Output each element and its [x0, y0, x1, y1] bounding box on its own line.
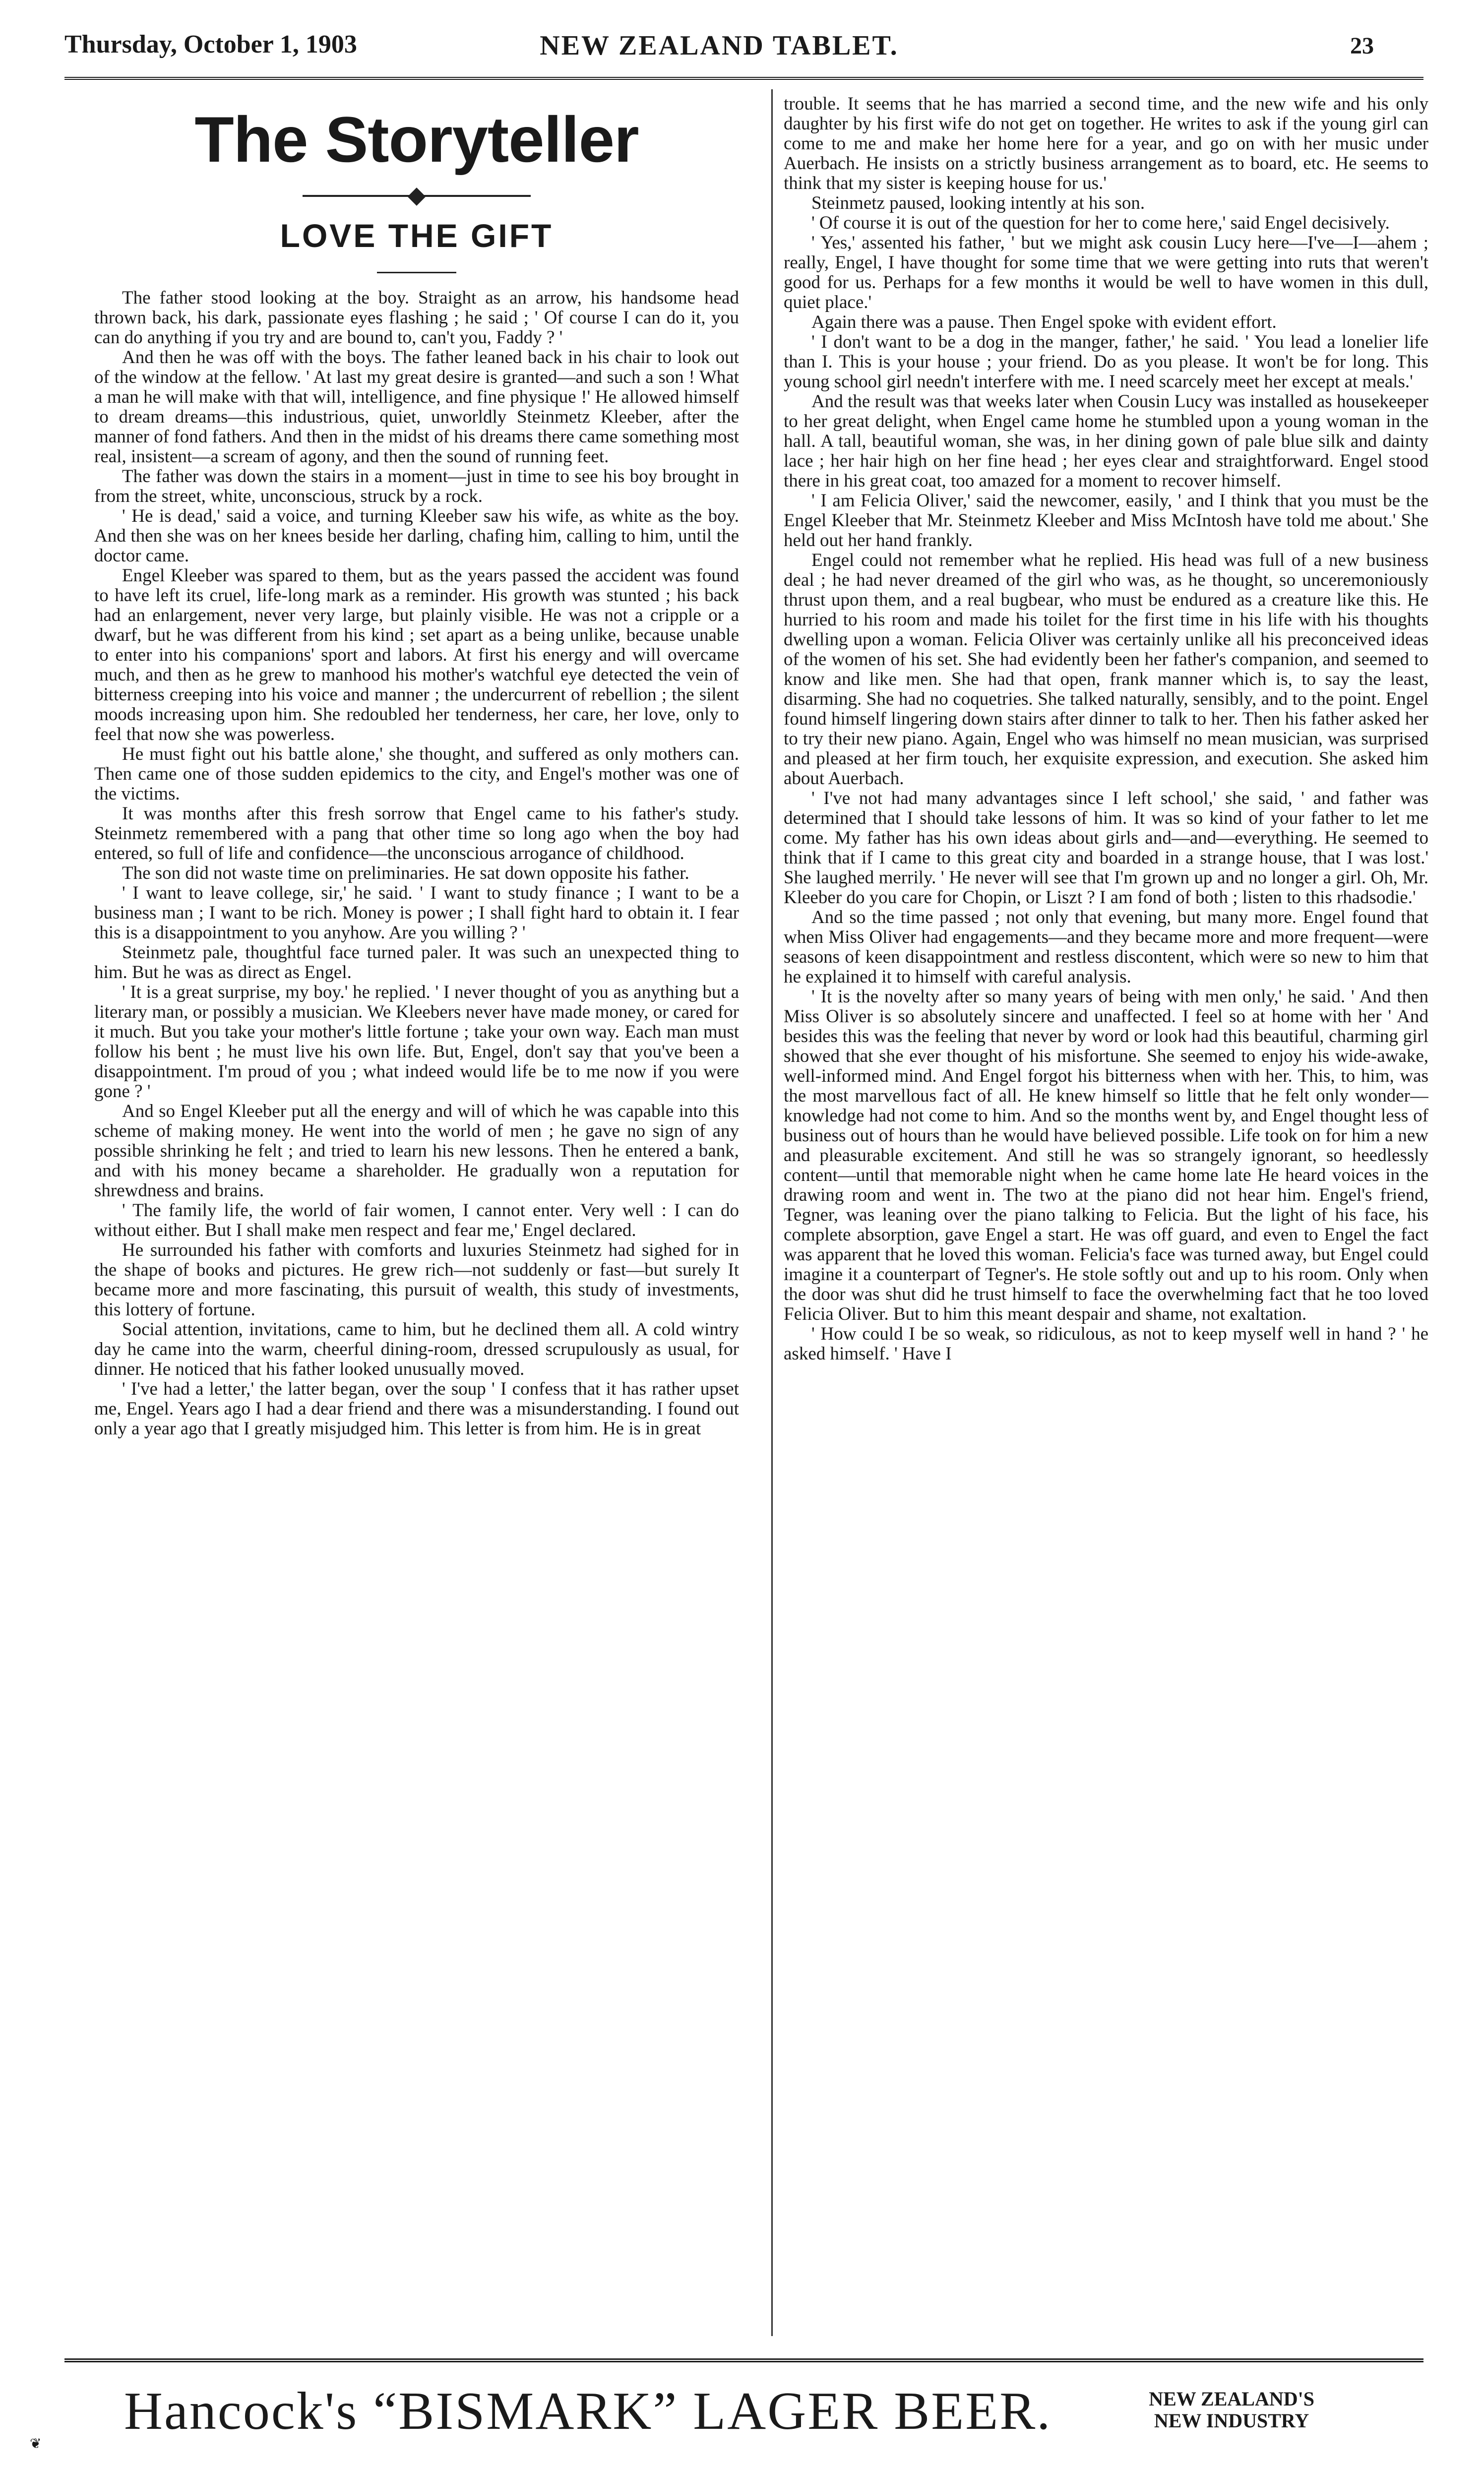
header-rule	[64, 77, 1423, 80]
paragraph: Social attention, invitations, came to him, but he declined them all. A cold wintry day he came into the warm, cheerful dining-room, dressed scrupulously as usual, for dinner. He noticed that his father looked unusually moved.	[94, 1319, 739, 1379]
paragraph: ' I don't want to be a dog in the manger, father,' he said. ' You lead a lonelier life than I. This is your house ; your friend. Do as you please. It won't be for long. This young school girl needn't interfere with me. I need scarcely meet her except at meals.'	[784, 332, 1428, 392]
paragraph: Steinmetz paused, looking intently at his son.	[811, 193, 1145, 213]
paragraph: ' It is the novelty after so many years of being with men only,' he said. ' And then Miss Oliver is so absolutely sincere and unaffected. I feel so at home with her ' And besides this was the feeling that never by word or look had this beautiful, charming girl showed that she ever thought of his misfortune. She seemed to enjoy his wide-awake, well-informed mind. And Engel forgot his bitterness when with her. This, to him, was the most marvellous fact of all. He knew himself so little that he felt only wonder—knowledge had not come to him. And so the months went by, and Engel thought less of business out of hours than he would have believed possible. Life took on for him a new and pleasurable excitement. And still he was so strangely ignorant, so heedlessly content—until that memorable night when he came home late He heard voices in the drawing room and went in. The two at the piano did not hear him. Engel's friend, Tegner, was leaning over the piano talking to Felicia. But the light of his face, his complete absorption, gave Engel a start. He was off guard, and even to Engel the fact was apparent that he loved this woman. Felicia's face was turned away, but Engel could imagine it a counterpart of Tegner's. He stole softly out and up to his room. Only when the door was shut did he trust himself to face the overwhelming fact that he too loved Felicia Oliver. But to him this meant despair and shame, not exaltation.	[784, 987, 1428, 1324]
advert-tagline-line2: NEW INDUSTRY	[1154, 2409, 1309, 2432]
paragraph: ' How could I be so weak, so ridiculous, as not to keep myself well in hand ? ' he asked himself. ' Have I	[784, 1324, 1428, 1364]
paragraph: Engel could not remember what he replied. His head was full of a new business deal ; he had never dreamed of the girl who was, as he thought, so unceremoniously thrust upon them, and a real bugbear, who must be endured as a creature like this. He hurried to his room and made his toilet for the first time in his life with his thoughts dwelling upon a woman. Felicia Oliver was certainly unlike all his preconceived ideas of the women of his set. She had evidently been her father's companion, and seemed to know and like men. She had that open, frank manner which is, to say the least, disarming. She had no coquetries. She talked naturally, sensibly, and to the point. Engel found himself lingering down stairs after dinner to talk to her. Then his father asked her to try their new piano. Again, Engel who was himself no mean musician, was surprised and pleased at her firm touch, her exquisite expression, and execution. She asked him about Auerbach.	[784, 550, 1428, 789]
paragraph: The son did not waste time on preliminaries. He sat down opposite his father.	[122, 863, 689, 883]
paragraph: ' I am Felicia Oliver,' said the newcomer, easily, ' and I think that you must be the Engel Kleeber that Mr. Steinmetz Kleeber and Miss McIntosh have told me about.' She held out her hand frankly.	[784, 491, 1428, 551]
paragraph: ' He is dead,' said a voice, and turning Kleeber saw his wife, as white as the boy. And then she was on her knees beside her darling, chafing him, calling to him, until the doctor came.	[94, 506, 739, 566]
ornament-divider	[303, 195, 531, 197]
advert-rule	[64, 2358, 1423, 2362]
paragraph: ' I want to leave college, sir,' he said. ' I want to study finance ; I want to be a business man ; I want to be rich. Money is power ; I shall fight hard to obtain it. I fear this is a disappointment to you anyhow. Are you willing ? '	[94, 883, 739, 943]
title-rule	[377, 272, 456, 273]
column-left	[94, 94, 739, 2336]
paragraph: ' I've not had many advantages since I left school,' she said, ' and father was determined that I should take lessons of him. It was so kind of your father to let me come. My father has his own ideas about girls and—and—everything. He seemed to think that if I came to this great city and boarded in a strange house, that I was lost.' She laughed merrily. ' He never will see that I'm grown up and no longer a girl. Oh, Mr. Kleeber do you care for Chopin, or Liszt ? I am fond of both ; listen to this rhadsodie.'	[784, 788, 1428, 908]
paragraph: ' Of course it is out of the question for her to come here,' said Engel decisively.	[811, 213, 1390, 233]
paragraph: And so Engel Kleeber put all the energy and will of which he was capable into this scheme of making money. He went into the world of men ; he gave no sign of any possible shrinking he felt ; and tried to learn his new lessons. Then he entered a bank, and with his money became a shareholder. He gradually won a reputation for shrewdness and brains.	[94, 1101, 739, 1201]
paragraph: Again there was a pause. Then Engel spoke with evident effort.	[811, 312, 1277, 332]
header-date: Thursday, October 1, 1903	[64, 30, 357, 59]
paragraph: ' Yes,' assented his father, ' but we might ask cousin Lucy here—I've—I—ahem ; really, Engel, I have thought for some time that we were getting into ruts that weren't good for us. Perhaps for a few months it would be well to have women in this dull, quiet place.'	[784, 233, 1428, 312]
paragraph: He must fight out his battle alone,' she thought, and suffered as only mothers can. Then came one of those sudden epidemics to the city, and Engel's mother was one of the victims.	[94, 744, 739, 804]
paragraph: Engel Kleeber was spared to them, but as the years passed the accident was found to have left its cruel, life-long mark as a reminder. His growth was stunted ; his back had an enlargement, never very large, but plainly visible. He was not a cripple or a dwarf, but he was different from his kind ; set apart as a being unlike, because unable to enter into his companions' sport and labors. At first his energy and will overcame much, and then as he grew to manhood his mother's watchful eye detected the vein of bitterness creeping into his voice and manner ; the undercurrent of rebellion ; the silent moods increasing upon him. She redoubled her tenderness, her care, her love, only to feel that now she was powerless.	[94, 565, 739, 744]
paragraph: And so the time passed ; not only that evening, but many more. Engel found that when Miss Oliver had engagements—and they became more and more frequent—were seasons of keen disappointment and restless discontent, which were so new to him that he explained it to himself with careful analysis.	[784, 907, 1428, 987]
page-number: 23	[1350, 33, 1374, 59]
beer-advertisement	[124, 2376, 1314, 2450]
advert-headline: Hancock's “BISMARK” LAGER BEER.	[124, 2382, 1052, 2441]
paragraph: Steinmetz pale, thoughtful face turned paler. It was such an unexpected thing to him. But he was as direct as Engel.	[94, 942, 739, 983]
advert-tagline	[1149, 2388, 1314, 2432]
column-right	[784, 94, 1428, 2336]
paragraph: trouble. It seems that he has married a second time, and the new wife and his only daughter by his first wife do not get on together. He writes to ask if the young girl can come to me and make her home here for a year, and go on with her music under Auerbach. He insists on a strictly business arrangement as to board, etc. He seems to think that my sister is keeping house for us.'	[784, 94, 1428, 193]
page-header	[64, 27, 1374, 72]
printer-mark-icon: ❦	[30, 2436, 42, 2452]
section-masthead	[94, 94, 739, 273]
paragraph: It was months after this fresh sorrow that Engel came to his father's study. Steinmetz remembered with a pang that other time so long ago when the boy had entered, so full of life and confidence—the unconscious arrogance of childhood.	[94, 803, 739, 864]
paragraph: ' I've had a letter,' the latter began, over the soup ' I confess that it has rather upset me, Engel. Years ago I had a dear friend and there was a misunderstanding. I found out only a year ago that I greatly misjudged him. This letter is from him. He is in great	[94, 1379, 739, 1439]
paragraph: And then he was off with the boys. The father leaned back in his chair to look out of the window at the fellow. ' At last my great desire is granted—and such a son ! What a man he will make with that will, intelligence, and fine physique !' He allowed himself to dream dreams—this industrious, quiet, unworldly Steinmetz Kleeber, after the manner of fond fathers. And then in the midst of his dreams there came something most real, insistent—a scream of agony, and then the sound of running feet.	[94, 347, 739, 467]
section-title: The Storyteller	[194, 103, 639, 176]
publication-title: NEW ZEALAND TABLET.	[540, 30, 899, 61]
paragraph: The father was down the stairs in a moment—just in time to see his boy brought in from the street, white, unconscious, struck by a rock.	[94, 466, 739, 506]
advert-tagline-line1: NEW ZEALAND'S	[1149, 2388, 1314, 2410]
paragraph: ' It is a great surprise, my boy.' he replied. ' I never thought of you as anything but a literary man, or possibly a musician. We Kleebers never have made money, or cared for it much. But you take your mother's little fortune ; take your own way. Each man must follow his bent ; he must live his own life. But, Engel, don't say that you've been a disappointment. I'm proud of you ; what indeed would life be to me now if you were gone ? '	[94, 982, 739, 1102]
story-title: LOVE THE GIFT	[280, 217, 554, 254]
paragraph: And the result was that weeks later when Cousin Lucy was installed as housekeeper to her great delight, when Engel came home he stumbled upon a young woman in the hall. A tall, beautiful woman, she was, in her dining gown of pale blue silk and dainty lace ; her hair high on her fine head ; her eyes clear and straightforward. Engel stood there in his great coat, too amazed for a moment to recover himself.	[784, 391, 1428, 491]
paragraph: The father stood looking at the boy. Straight as an arrow, his handsome head thrown back, his dark, passionate eyes flashing ; he said ; ' Of course I can do it, you can do anything if you try and are bound to, can't you, Faddy ? '	[94, 288, 739, 348]
paragraph: He surrounded his father with comforts and luxuries Steinmetz had sighed for in the shape of books and pictures. He grew rich—not suddenly or fast—but surely It became more and more fascinating, this pursuit of wealth, this study of investments, this lottery of fortune.	[94, 1240, 739, 1320]
paragraph: ' The family life, the world of fair women, I cannot enter. Very well : I can do without either. But I shall make men respect and fear me,' Engel declared.	[94, 1200, 739, 1240]
column-divider	[771, 89, 773, 2336]
column-right-text	[784, 94, 1428, 1364]
column-left-text	[94, 288, 739, 1439]
